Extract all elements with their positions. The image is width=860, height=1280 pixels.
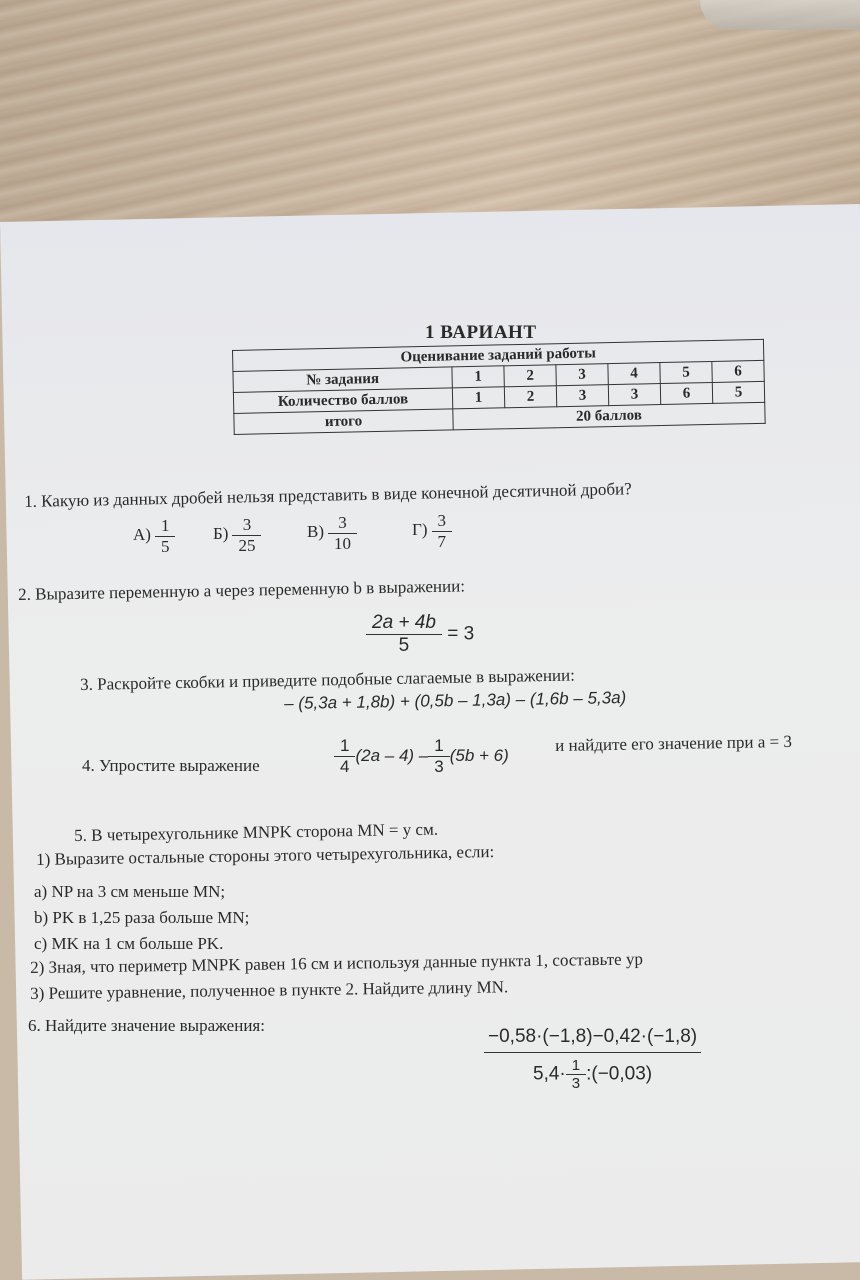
fraction — [432, 511, 453, 552]
question-5-intro: 5. В четырехугольнике MNPK сторона MN = y см. — [74, 819, 439, 845]
q1-option-d — [412, 511, 452, 552]
task-number-cell: 6 — [712, 360, 764, 382]
task-number-cell: 2 — [504, 365, 556, 387]
table-shading — [0, 0, 860, 240]
question-5-part-a: a) NP на 3 см меньше MN; — [34, 882, 226, 901]
question-1-text: 1. Какую из данных дробей нельзя представить в виде конечной десятичной дроби? — [24, 479, 632, 511]
numerator: 1 — [428, 736, 449, 757]
fraction — [328, 513, 357, 554]
question-5-part-2: 2) Зная, что периметр MNPK равен 16 см и используя данные пункта 1, составьте ур — [30, 949, 644, 977]
q6-denominator — [484, 1053, 701, 1092]
variant-title: 1 ВАРИАНТ — [425, 322, 537, 343]
expression-part: (5b + 6) — [449, 745, 509, 765]
task-number-cell: 3 — [556, 364, 608, 386]
option-label: Б) — [213, 524, 229, 544]
question-5-part-1: 1) Выразите остальные стороны этого четырехугольника, если: — [36, 842, 495, 869]
denominator: 5 — [160, 537, 170, 556]
q1-option-a — [133, 516, 175, 557]
plastic-bag-corner — [700, 0, 860, 30]
q6-numerator: −0,58·(−1,8)−0,42·(−1,8) — [484, 1026, 701, 1053]
points-cell: 5 — [712, 381, 764, 403]
total-value: 20 баллов — [453, 402, 765, 430]
option-label: А) — [133, 525, 151, 545]
denominator: 5 — [398, 635, 410, 656]
question-4-tail: и найдите его значение при a = 3 — [555, 731, 793, 755]
points-label: Количество баллов — [233, 388, 452, 414]
option-label: В) — [307, 522, 324, 542]
grading-table — [232, 339, 766, 435]
question-5-part-3: 3) Решите уравнение, полученное в пункте 2. Найдите длину MN. — [30, 977, 509, 1003]
option-label: Г) — [412, 520, 428, 540]
fraction — [155, 516, 176, 557]
question-2-text: 2. Выразите переменную a через переменную b в выражении: — [18, 576, 466, 604]
numerator: 1 — [155, 516, 176, 537]
q2-equation — [366, 612, 474, 657]
fraction — [334, 736, 355, 777]
numerator: 1 — [566, 1057, 586, 1075]
denominator: 4 — [340, 757, 350, 776]
question-5-part-c: c) MK на 1 см больше PK. — [34, 934, 224, 953]
expression-part: (2a – 4) – — [355, 745, 429, 765]
points-cell: 2 — [504, 386, 556, 408]
numerator: 2a + 4b — [366, 612, 442, 635]
denominator: 7 — [437, 532, 446, 551]
q6-expression — [484, 1026, 701, 1092]
points-cell: 6 — [660, 382, 712, 404]
q3-expression: – (5,3a + 1,8b) + (0,5b – 1,3a) – (1,6b – 5,3a) — [284, 688, 627, 713]
denominator: 3 — [434, 757, 444, 776]
fraction — [428, 736, 449, 777]
fraction — [366, 612, 442, 657]
q1-option-c — [307, 513, 357, 554]
task-number-cell: 1 — [452, 366, 504, 388]
fraction — [232, 515, 261, 556]
task-number-label: № задания — [233, 367, 452, 393]
task-number-cell: 5 — [660, 361, 712, 383]
denominator-part: 5,4· — [533, 1063, 566, 1085]
grading-table-header: Оценивание заданий работы — [233, 339, 764, 371]
numerator: 3 — [232, 515, 261, 536]
question-5-part-b: b) PK в 1,25 раза больше MN; — [34, 908, 250, 927]
fraction — [566, 1057, 586, 1092]
question-6-text: 6. Найдите значение выражения: — [28, 1016, 265, 1035]
points-cell: 3 — [556, 385, 608, 407]
numerator: 1 — [334, 736, 355, 757]
numerator: 3 — [328, 513, 357, 534]
task-number-cell: 4 — [608, 363, 660, 385]
denominator: 3 — [571, 1075, 581, 1092]
q4-expression — [334, 736, 509, 777]
question-4-text: 4. Упростите выражение — [82, 756, 260, 775]
equation-rhs: = 3 — [447, 623, 475, 645]
denominator: 10 — [334, 534, 351, 553]
numerator: 3 — [432, 511, 453, 532]
question-3-text: 3. Раскройте скобки и приведите подобные слагаемые в выражении: — [80, 665, 576, 694]
points-cell: 1 — [452, 387, 504, 409]
points-cell: 3 — [608, 384, 660, 406]
denominator-part: :(−0,03) — [586, 1063, 653, 1085]
denominator: 25 — [238, 536, 256, 555]
total-label: итого — [234, 409, 453, 435]
q1-option-b — [213, 515, 261, 556]
